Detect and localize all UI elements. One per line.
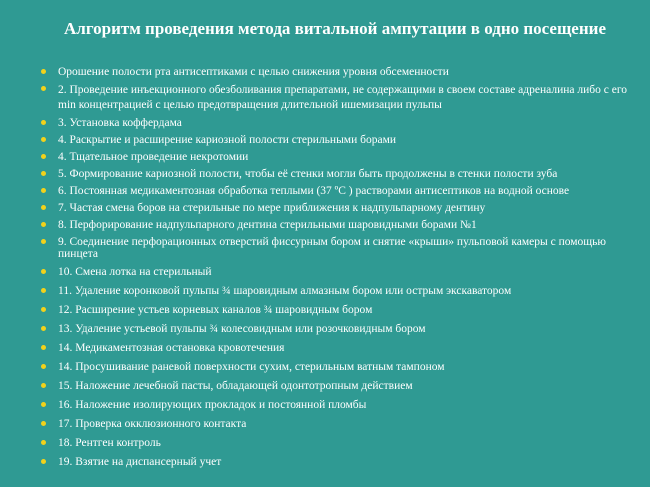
- bullet-icon: [41, 154, 46, 159]
- list-item: [38, 185, 638, 197]
- list-item-text: 16. Наложение изолирующих прокладок и постоянной пломбы: [58, 399, 367, 411]
- bullet-icon: [41, 402, 46, 407]
- list-item-text: 5. Формирование кариозной полости, чтобы её стенки могли быть продолжены в стенки полости зуба: [58, 168, 558, 180]
- list-item-text: 2. Проведение инъекционного обезболивания препаратами, не содержащими в своем составе адреналина либо с его min концентрацией с целью предотвращения длительной ишемизации пульпы: [58, 84, 628, 111]
- list-item: [38, 236, 638, 260]
- list-item: [38, 361, 638, 373]
- list-item: [38, 151, 638, 163]
- list-item: [38, 380, 638, 392]
- list-item: [38, 219, 638, 231]
- list-item-text: 12. Расширение устьев корневых каналов ¾ шаровидным бором: [58, 304, 373, 316]
- bullet-icon: [41, 69, 46, 74]
- list-item-text: 8. Перфорирование надпульпарного дентина стерильными шаровидными борами №1: [58, 219, 477, 231]
- bullet-icon: [41, 383, 46, 388]
- list-item: [38, 66, 638, 78]
- bullet-icon: [41, 364, 46, 369]
- list-item: [38, 202, 638, 214]
- list-item-text: 14. Просушивание раневой поверхности сухим, стерильным ватным тампоном: [58, 361, 445, 373]
- bullet-icon: [41, 188, 46, 193]
- list-item-text: 4. Тщательное проведение некротомии: [58, 151, 249, 163]
- list-item: [38, 285, 638, 297]
- bullet-icon: [41, 269, 46, 274]
- list-item-text: 19. Взятие на диспансерный учет: [58, 456, 222, 468]
- list-item-text: Орошение полости рта антисептиками с целью снижения уровня обсеменности: [58, 66, 449, 78]
- bullet-icon: [41, 421, 46, 426]
- bullet-icon: [41, 205, 46, 210]
- list-item-text: 14. Медикаментозная остановка кровотечения: [58, 342, 285, 354]
- slide-title: Алгоритм проведения метода витальной ампутации в одно посещение: [64, 19, 606, 38]
- list-item-text: 11. Удаление коронковой пульпы ¾ шаровидным алмазным бором или острым экскаватором: [58, 285, 512, 297]
- list-item: [38, 266, 638, 278]
- bullet-icon: [41, 86, 46, 91]
- list-item-text: 18. Рентген контроль: [58, 437, 161, 449]
- list-item: [38, 456, 638, 468]
- list-item-text: 4. Раскрытие и расширение кариозной полости стерильными борами: [58, 134, 396, 146]
- list-item: [38, 83, 638, 113]
- list-item: [38, 342, 638, 354]
- bullet-icon: [41, 326, 46, 331]
- bullet-icon: [41, 171, 46, 176]
- list-item-text: 10. Смена лотка на стерильный: [58, 266, 212, 278]
- list-item: [38, 399, 638, 411]
- bullet-icon: [41, 288, 46, 293]
- bullet-icon: [41, 239, 46, 244]
- list-item-text: 7. Частая смена боров на стерильные по мере приближения к надпульпарному дентину: [58, 202, 486, 214]
- list-item: [38, 134, 638, 146]
- list-item: [38, 117, 638, 129]
- bullet-icon: [41, 459, 46, 464]
- bullet-icon: [41, 307, 46, 312]
- list-item-text: 6. Постоянная медикаментозная обработка теплыми (37 ºC ) растворами антисептиков на водной основе: [58, 185, 570, 197]
- list-item: [38, 323, 638, 335]
- list-item-text: 13. Удаление устьевой пульпы ¾ колесовидным или розочковидным бором: [58, 323, 426, 335]
- bullet-icon: [41, 440, 46, 445]
- list-item-text: 15. Наложение лечебной пасты, обладающей одонтотропным действием: [58, 380, 413, 392]
- list-item: [38, 304, 638, 316]
- bullet-icon: [41, 345, 46, 350]
- list-item-text: 17. Проверка окклюзионного контакта: [58, 418, 247, 430]
- bullet-icon: [41, 120, 46, 125]
- bullet-icon: [41, 222, 46, 227]
- list-item: [38, 418, 638, 430]
- list-item-text: 9. Соединение перфорационных отверстий фиссурным бором и снятие «крыши» пульповой камеры с помощью пинцета: [58, 236, 606, 260]
- list-item: [38, 437, 638, 449]
- algorithm-steps-list: [38, 66, 638, 468]
- list-item-text: 3. Установка коффердама: [58, 117, 182, 129]
- list-item: [38, 168, 638, 180]
- bullet-icon: [41, 137, 46, 142]
